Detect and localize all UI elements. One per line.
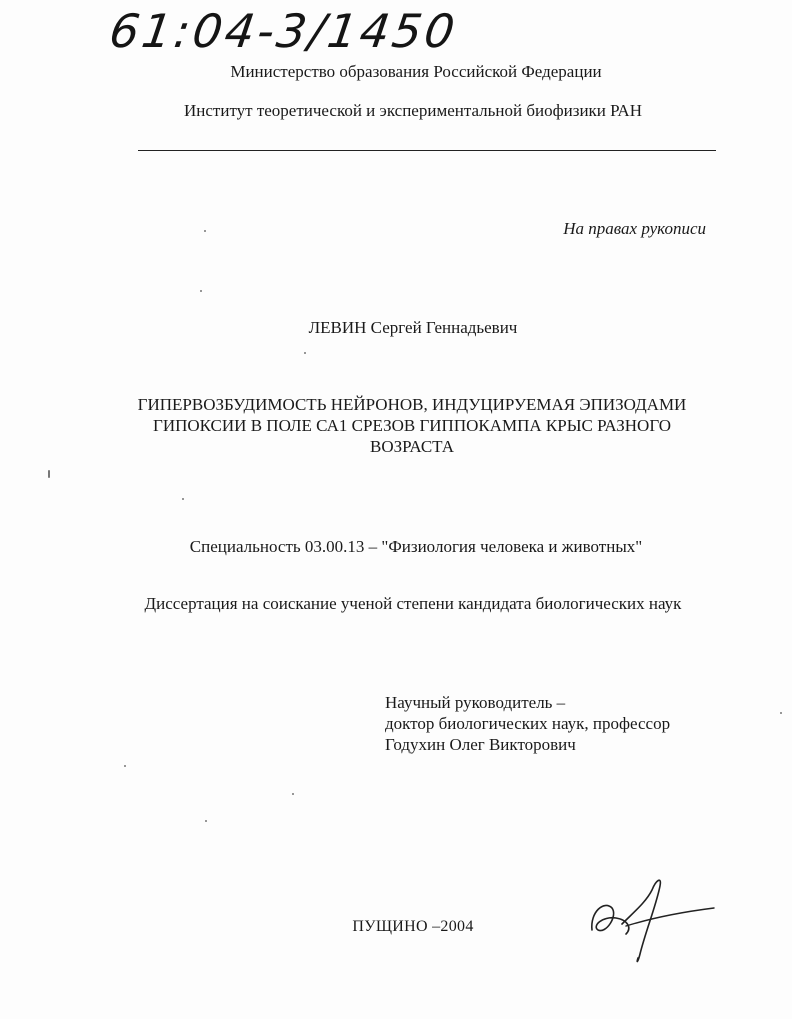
scan-speck xyxy=(204,230,206,232)
scan-speck xyxy=(182,498,184,500)
title-line: ГИПОКСИИ В ПОЛЕ СА1 СРЕЗОВ ГИППОКАМПА КРЫС РАЗНОГО xyxy=(152,416,672,435)
scan-speck xyxy=(304,352,306,354)
specialty-line: Специальность 03.00.13 – "Физиология человека и животных" xyxy=(189,537,643,556)
signature-image xyxy=(582,872,722,967)
scan-speck xyxy=(205,820,207,822)
scan-speck xyxy=(780,712,782,714)
institute-heading: Институт теоретической и экспериментальной биофизики РАН xyxy=(184,101,642,120)
manuscript-note: На правах рукописи xyxy=(563,219,706,238)
dissertation-title xyxy=(110,394,714,457)
ministry-heading: Министерство образования Российской Федерации xyxy=(230,62,602,81)
supervisor-block xyxy=(385,692,670,755)
supervisor-degree: доктор биологических наук, профессор xyxy=(385,714,671,733)
scan-speck xyxy=(124,765,126,767)
supervisor-name: Годухин Олег Викторович xyxy=(385,735,576,754)
supervisor-role: Научный руководитель – xyxy=(385,693,566,712)
header-divider xyxy=(138,150,716,151)
scan-speck xyxy=(292,793,294,795)
title-line: ВОЗРАСТА xyxy=(370,437,454,456)
dissertation-degree-line: Диссертация на соискание ученой степени кандидата биологических наук xyxy=(144,594,682,613)
author-name: ЛЕВИН Сергей Геннадьевич xyxy=(308,318,518,337)
place-and-year: ПУЩИНО –2004 xyxy=(352,918,474,935)
scan-speck xyxy=(200,290,202,292)
handwritten-archive-code: 61:04-3/1450 xyxy=(106,4,461,58)
scan-speck xyxy=(48,470,50,478)
title-line: ГИПЕРВОЗБУДИМОСТЬ НЕЙРОНОВ, ИНДУЦИРУЕМАЯ ЭПИЗОДАМИ xyxy=(137,395,687,414)
